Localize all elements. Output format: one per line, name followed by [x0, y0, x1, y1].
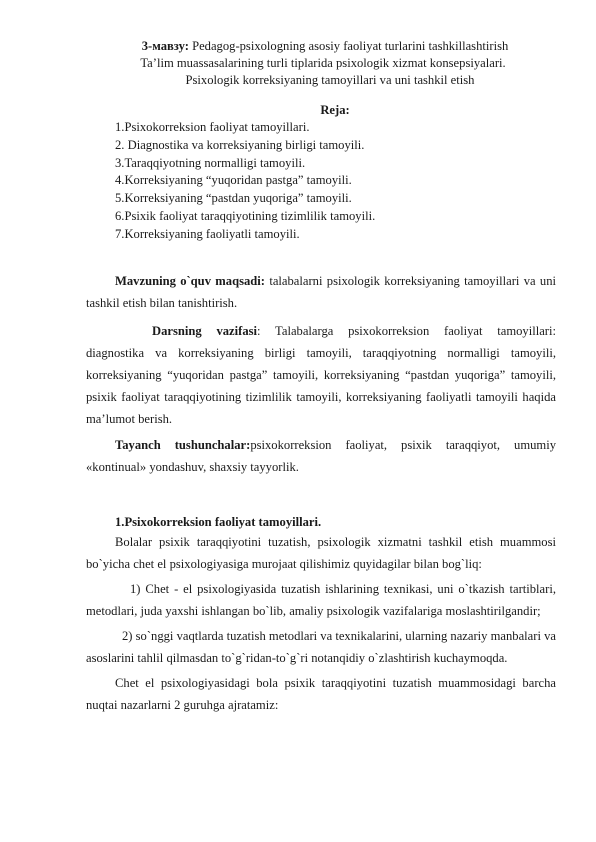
- concepts-label: Tayanch tushunchalar:: [115, 437, 251, 452]
- goal-text: talabalarni psixologik korreksiyaning tamoyillari va uni tashkil etish bilan tanishtirish.: [86, 273, 556, 310]
- topic-title-text: Pedagog-psixologning asosiy faoliyat turlarini tashkillashtirish: [188, 39, 509, 53]
- goal-label: Mavzuning o`quv maqsadi:: [115, 273, 265, 288]
- topic-subtitle-1: Ta’lim muassasalarining turli tiplarida psixologik xizmat konsepsiyalari.: [140, 56, 506, 70]
- plan-item: 6.Psixik faoliyat taraqqiyotining tizimlilik tamoyili.: [115, 208, 376, 223]
- section-paragraph-1: Bolalar psixik taraqqiyotini tuzatish, psixologik xizmatni tashkil etish muammosi bo`yicha chet el psixologiyasiga murojaat qilishimiz quyidagilar bilan bog`liq:: [86, 534, 556, 571]
- task-paragraph: [86, 320, 556, 430]
- plan-heading: Reja:: [320, 103, 350, 117]
- section-paragraph-4: Chet el psixologiyasidagi bola psixik taraqqiyotini tuzatish muammosidagi barcha nuqtai nazarlarni 2 guruhga ajratamiz:: [86, 675, 556, 712]
- document-page: [86, 38, 556, 716]
- plan-item: 1.Psixokorreksion faoliyat tamoyillari.: [115, 120, 310, 134]
- plan-item: 2. Diagnostika va korreksiyaning birligi tamoyili.: [115, 137, 365, 152]
- plan-item: 4.Korreksiyaning “yuqoridan pastga” tamoyili.: [115, 173, 352, 188]
- topic-title: [86, 38, 556, 55]
- task-text: : Talabalarga psixokorreksion faoliyat tamoyillari: diagnostika va korreksiyaning birligi tamoyili, taraqqiyotning normalligi tamoyili, korreksiyaning “yuqoridan pastga” tamoyili, korreksiyaning “pastdan yuqoriga” tamoyili, psixik faoliyat taraqqiyotining tizimlilik tamoyili, korreksiyaning faoliyatli tamoyili haqida ma’lumot berish.: [86, 323, 556, 426]
- task-label: Darsning vazifasi: [152, 323, 258, 338]
- goal-paragraph: [86, 270, 556, 314]
- section-heading: [86, 514, 556, 531]
- section-paragraph-3: 2) so`nggi vaqtlarda tuzatish metodlari va texnikalarini, ularning nazariy manbalari va asoslarini tahlil qilmasdan to`g`ridan-to`g`ri notanqidiy o`zlashtirish kuchaymoqda.: [86, 628, 556, 665]
- concepts-paragraph: [86, 434, 556, 478]
- plan-item: 7.Korreksiyaning faoliyatli tamoyili.: [115, 226, 300, 241]
- concepts-text: psixokorreksion faoliyat, psixik taraqqiyot, umumiy «kontinual» yondashuv, shaxsiy tayyorlik.: [86, 437, 556, 474]
- topic-subtitle-2: Psixologik korreksiyaning tamoyillari va uni tashkil etish: [185, 73, 475, 87]
- section-paragraph-2: 1) Chet - el psixologiyasida tuzatish ishlarining texnikasi, uni o`tkazish tartiblari, metodlari, juda yaxshi ishlangan bo`lib, amaliy psixologik vazifalariga moslashtirilgandir;: [86, 581, 556, 618]
- plan-item: 5.Korreksiyaning “pastdan yuqoriga” tamoyili.: [115, 191, 352, 206]
- plan-item: 3.Taraqqiyotning normalligi tamoyili.: [115, 155, 306, 170]
- section-heading-text: 1.Psixokorreksion faoliyat tamoyillari.: [115, 514, 322, 529]
- topic-number: 3-мавзу:: [141, 39, 189, 53]
- plan-list: [115, 119, 556, 244]
